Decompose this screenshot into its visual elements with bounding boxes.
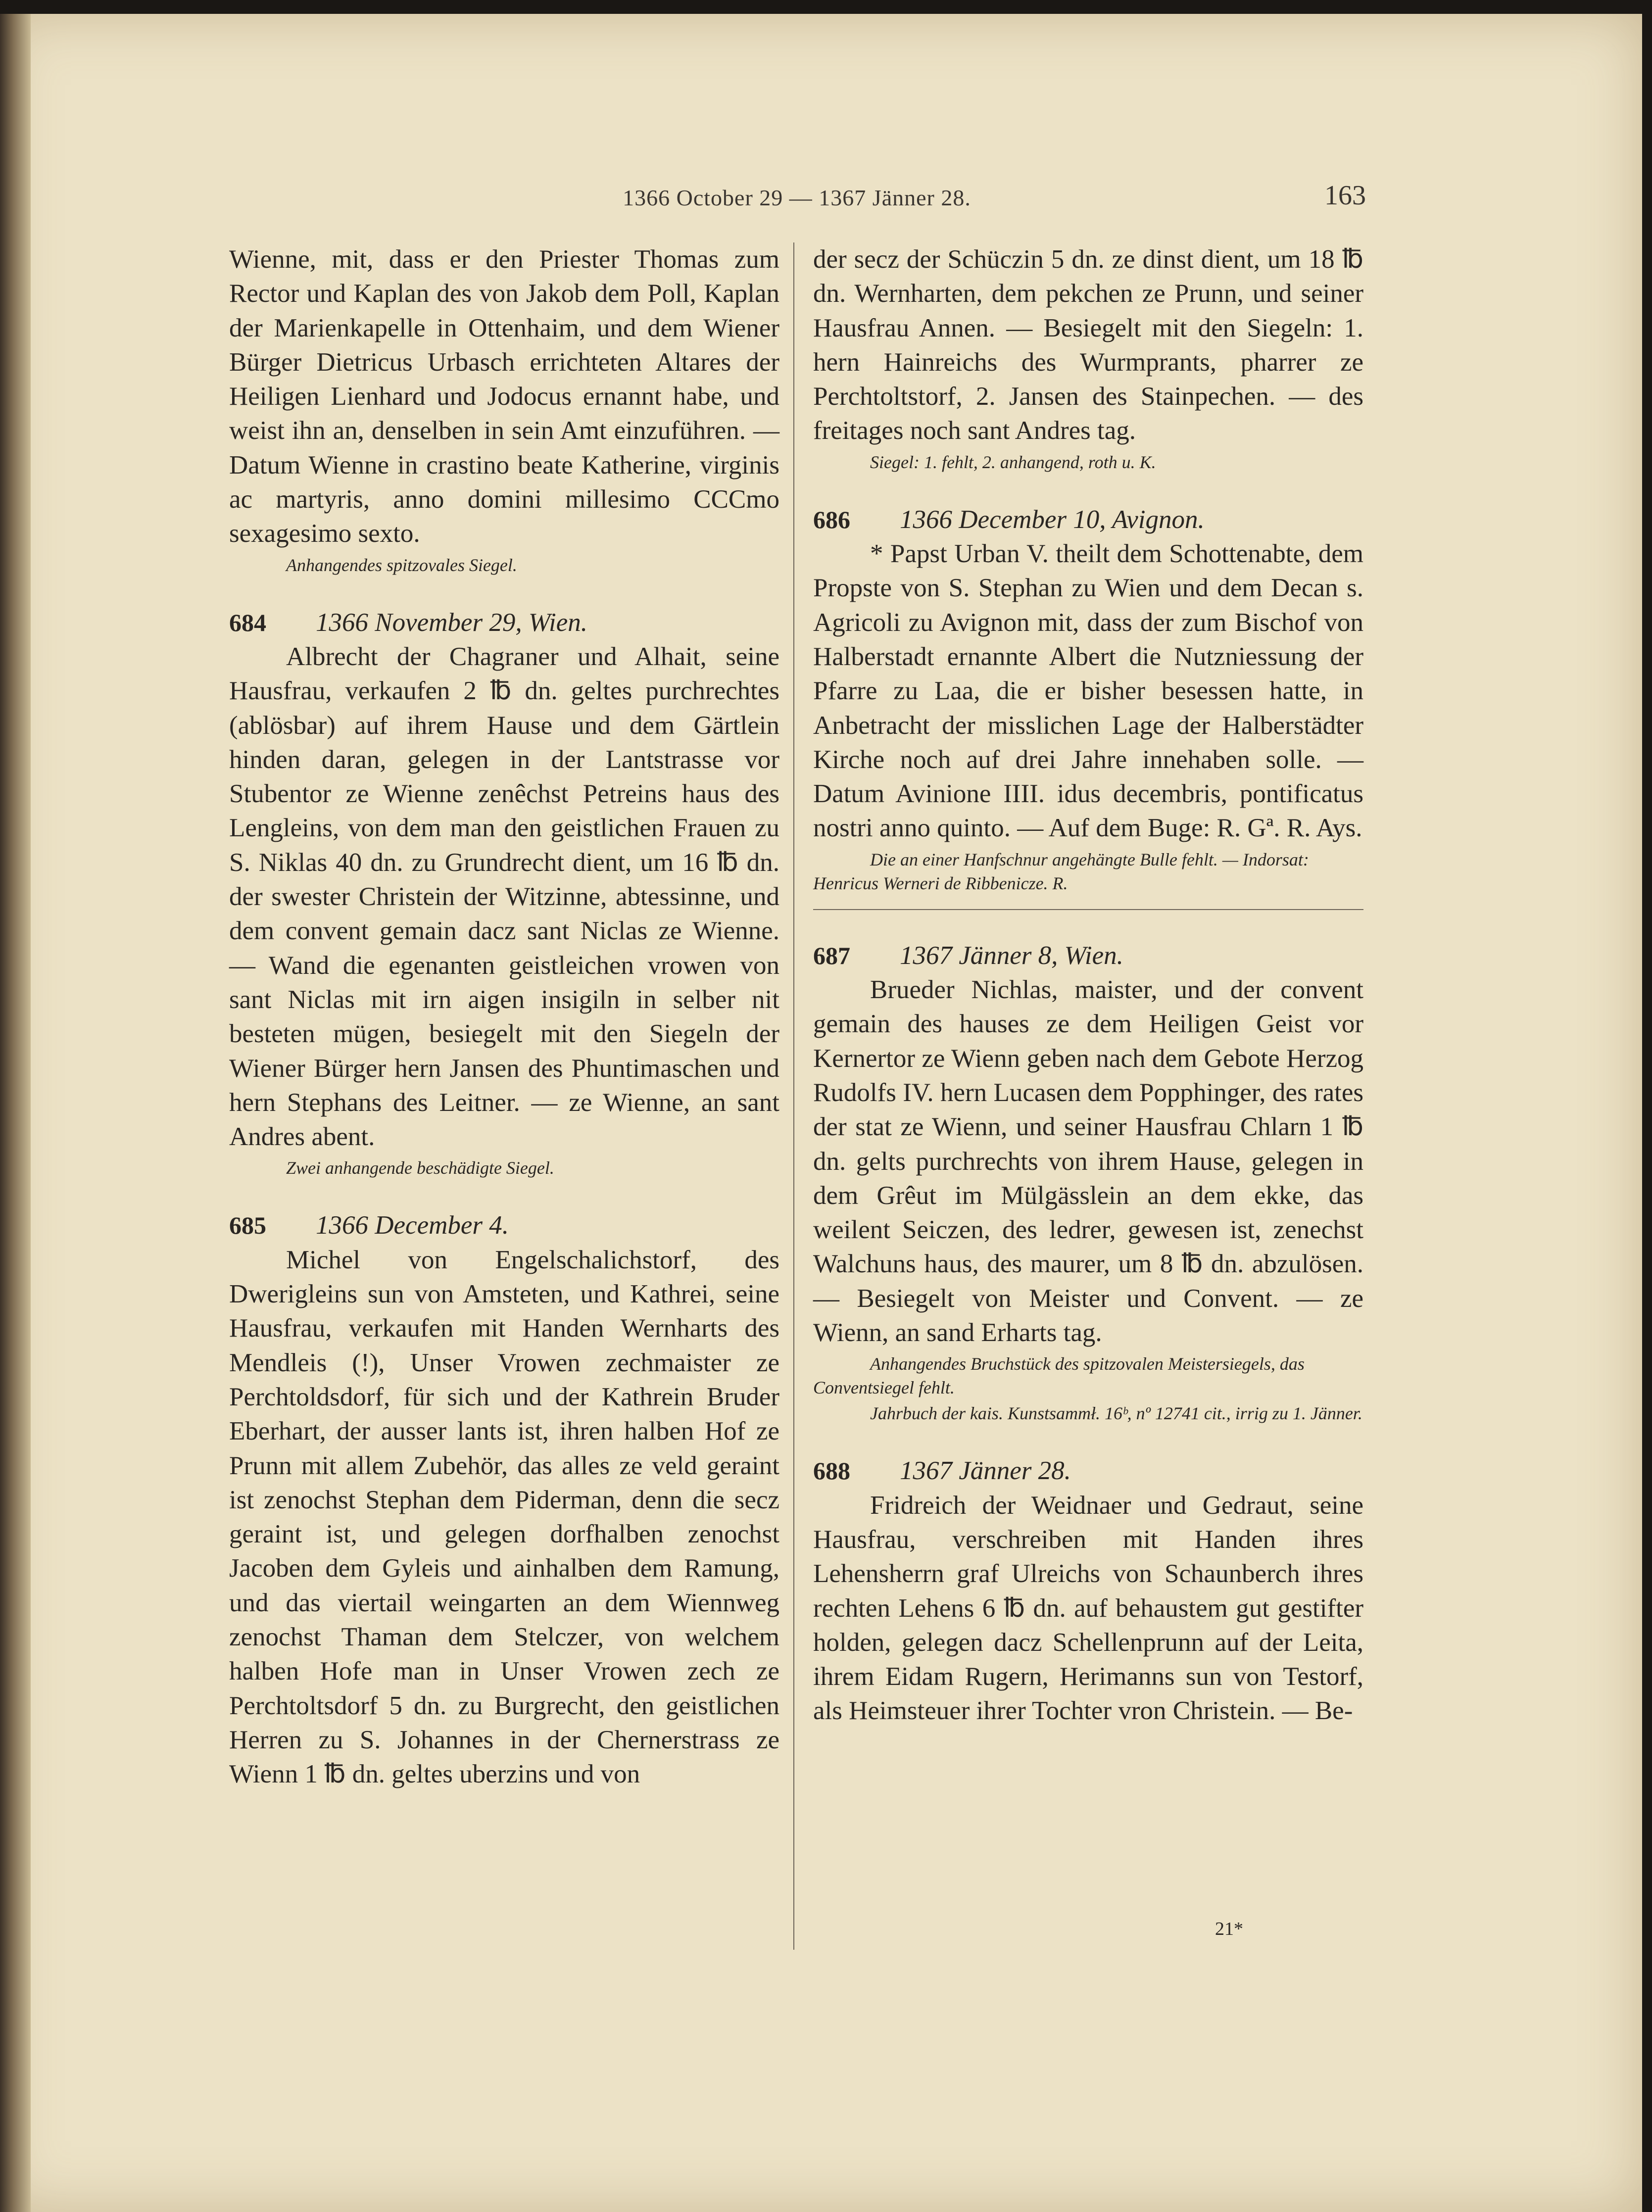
entry-text: Brueder Nichlas, maister, und der convent gemain des hauses ze dem Heiligen Geist vor Kernertor ze Wienn geben nach dem Gebote Herzog Rudolfs IV. hern Lucasen dem Popphinger, des rates der stat ze Wienn, und seiner Hausfrau Chlarn 1 ℔ dn. gelts purchrechts von ihrem Hause, gelegen in dem Grêut im Mülgässlein an dem ekke, das weilent Seiczen, des ledrer, gewesen ist, zenechst Walchuns haus, des maurer, um 8 ℔ dn. abzulösen. — Besiegelt von Meister und Convent. — ze Wienn, an sand Erharts tag. (813, 975, 1363, 1347)
seal-note: Zwei anhangende beschädigte Siegel. (286, 1158, 554, 1178)
entry-date: 1367 Jänner 8, Wien. (900, 941, 1123, 970)
reference-note: Jahrbuch der kais. Kunstsammł. 16ᵇ, nº 12741 cit., irrig zu 1. Jänner. (870, 1403, 1362, 1424)
entry-text: Albrecht der Chagraner und Alhait, seine Hausfrau, verkaufen 2 ℔ dn. geltes purchrechtes (ablösbar) auf ihrem Hause und dem Gärtlein hinden daran, gelegen in der Lantstrasse vor Stubentor ze Wienne zenêchst Petreins haus des Lengleins, von dem man den geistlichen Frauen zu S. Niklas 40 dn. zu Grundrecht dient, um 16 ℔ dn. der swester Christein der Witzinne, abtessinne, und dem convent gemain dacz sant Niclas ze Wienne. — Wand die egenanten geistleichen vrowen von sant Niclas mit irn aigen insigiln in selber nit besteten mügen, besiegelt mit den Siegeln der Wiener Bürger hern Jansen des Phuntimaschen und hern Stephans des Leitner. — ze Wienne, an sant Andres abent. (229, 642, 779, 1152)
entry-number: 688 (813, 1457, 850, 1485)
entry-text: Michel von Engelschalichstorf, des Dwerigleins sun von Amsteten, und Kathrei, seine Hausfrau, verkaufen mit Handen Wernharts des Mendleis (!), Unser Vrowen zechmaister ze Perchtoldsdorf, für sich und der Kathrein Bruder Eberhart, der ausser lants ist, ihren halben Hof ze Prunn mit allem Zubehör, das alles ze veld geraint ist zenochst Stephan dem Piderman, denn die secz geraint ist, und gelegen dorfhalben zenochst Jacoben dem Gyleis und ainhalben dem Ramung, und das viertail weingarten an dem Wiennweg zenochst Thaman dem Stelczer, von welchem halben Hofe man in Unser Vrowen zech ze Perchtoltsdorf 5 dn. zu Burgrecht, den geistlichen Herren zu S. Johannes in der Chernerstrass ze Wienn 1 ℔ dn. geltes uberzins und von (229, 1245, 779, 1789)
entry-687 (813, 939, 1363, 1426)
book-spine-shadow (0, 14, 31, 2212)
entry-date: 1366 December 10, Avignon. (900, 505, 1205, 534)
entry-heading (813, 503, 1363, 537)
entry-date: 1366 December 4. (316, 1211, 509, 1240)
seal-note: Siegel: 1. fehlt, 2. anhangend, roth u. K. (870, 452, 1156, 472)
entry-separator (813, 909, 1363, 910)
page-number: 163 (1324, 180, 1366, 211)
signature-mark: 21* (1215, 1919, 1243, 1939)
seal-note: Anhangendes Bruchstück des spitzovalen Meistersiegels, das Conventsiegel fehlt. (813, 1354, 1305, 1398)
entry-number: 685 (229, 1211, 266, 1240)
continued-text: der secz der Schüczin 5 dn. ze dinst dient, um 18 ℔ dn. Wernharten, dem pekchen ze Prunn, und seiner Hausfrau Annen. — Besiegelt mit den Siegeln: 1. hern Hainreichs des Wurmprants, pharrer ze Perchtoltstorf, 2. Jansen des Stainpechen. — des freitages noch sant Andres tag. (813, 245, 1363, 445)
continued-text: Wienne, mit, dass er den Priester Thomas zum Rector und Kaplan des von Jakob dem Poll, Kaplan der Marienkapelle in Ottenhaim, und dem Wiener Bürger Dietricus Urbasch errichteten Altares der Heiligen Lienhard und Jodocus ernannt habe, und weist ihn an, denselben in sein Amt einzuführen. — Datum Wienne in crastino beate Katherine, virginis ac martyris, anno domini millesimo CCCmo sexagesimo sexto. (229, 245, 779, 548)
running-title: 1366 October 29 — 1367 Jänner 28. (623, 185, 971, 210)
seal-note: Die an einer Hanfschnur angehängte Bulle fehlt. — Indorsat: Henricus Werneri de Ribbenicze. R. (813, 849, 1309, 893)
entry-text: Fridreich der Weidnaer und Gedraut, seine Hausfrau, verschreiben mit Handen ihres Lehensherrn graf Ulreichs von Schaunberch ihres rechten Lehens 6 ℔ dn. auf behaustem gut gestifter holden, gelegen dacz Schellenprunn auf der Leita, ihrem Eidam Rugern, Herimanns sun von Testorf, als Heimsteuer ihrer Tochter vron Christein. — Be- (813, 1491, 1363, 1726)
entry-heading (229, 1208, 779, 1243)
right-column (813, 242, 1363, 1729)
entry-date: 1367 Jänner 28. (900, 1456, 1071, 1486)
page-header (228, 180, 1366, 229)
entry-686 (813, 503, 1363, 910)
left-column (229, 242, 779, 1791)
entry-number: 686 (813, 505, 850, 533)
entry-number: 687 (813, 941, 850, 969)
entry-number: 684 (229, 608, 266, 636)
entry-heading (229, 606, 779, 640)
entry-text: * Papst Urban V. theilt dem Schottenabte, dem Propste von S. Stephan zu Wien und dem Decan s. Agricoli zu Avignon mit, dass der zum Bischof von Halberstadt ernannte Albert die Nutzniessung der Pfarre zu Laa, die er bisher besessen hatte, in Anbetracht der misslichen Lage der Halberstädter Kirche noch auf drei Jahre innehaben solle. — Datum Avinione IIII. idus decembris, pontificatus nostri anno quinto. — Auf dem Buge: R. Gª. R. Ays. (813, 539, 1363, 843)
entry-date: 1366 November 29, Wien. (316, 608, 588, 637)
entry-688 (813, 1454, 1363, 1728)
column-divider (793, 242, 794, 1950)
entry-685 (229, 1208, 779, 1791)
seal-note: Anhangendes spitzovales Siegel. (286, 555, 517, 575)
entry-684 (229, 606, 779, 1180)
entry-heading (813, 939, 1363, 973)
entry-heading (813, 1454, 1363, 1488)
